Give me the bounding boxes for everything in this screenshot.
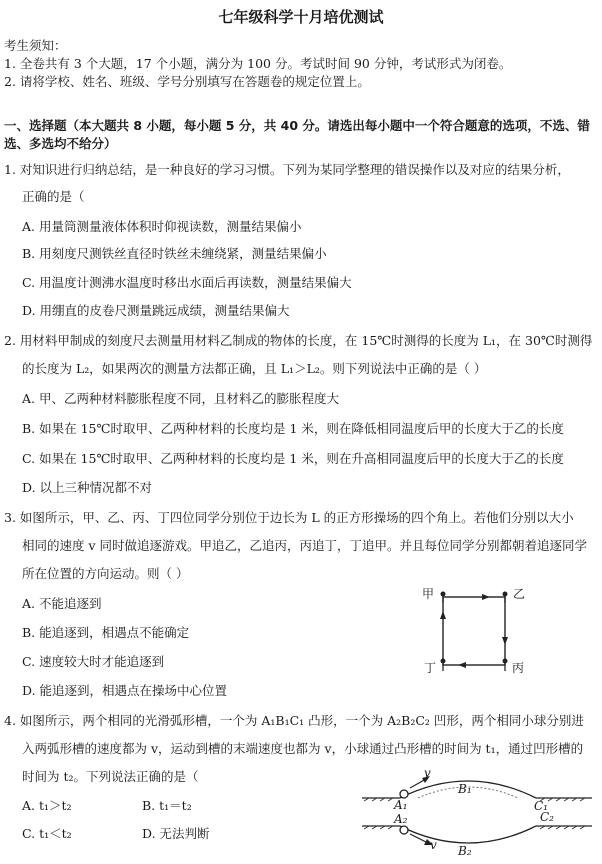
arrow-right [502, 637, 508, 645]
q4-stem-line3: 时间为 t₂。下列说法正确的是（ [22, 769, 199, 784]
q1-stem-line2: 正确的是（ [22, 189, 85, 204]
section1-heading-line1: 一、选择题（本大题共 8 小题，每小题 5 分，共 40 分。请选出每小题中一个符合题意的选项，不选、错 [4, 118, 590, 133]
q3-stem-line3: 所在位置的方向运动。则（ ） [22, 566, 189, 581]
q1-option-a: A. 用量筒测量液体体积时仰视读数，测量结果偏小 [22, 219, 302, 234]
arrow-left [440, 611, 446, 619]
q4-arc-figure [358, 768, 596, 860]
label-bing: 丙 [512, 661, 525, 675]
q1-option-c: C. 用温度计测沸水温度时移出水面后再读数，测量结果偏大 [22, 275, 352, 290]
q2-stem-line2: 的长度为 L₂，如果两次的测量方法都正确，且 L₁＞L₂。则下列说法中正确的是（ ） [22, 361, 487, 376]
ball-upper-icon [400, 790, 408, 798]
label-v-lower: v [430, 838, 437, 852]
q3-option-d: D. 能追逐到，相遇点在操场中心位置 [22, 683, 228, 698]
ball-lower-icon [400, 826, 408, 834]
arrow-bottom [458, 662, 466, 668]
q4-option-c: C. t₁＜t₂ [22, 826, 72, 841]
q4-stem-line2: 入两弧形槽的速度都为 v，运动到槽的末端速度也都为 v，小球通过凸形槽的时间为 t₁，通过凹形槽的 [22, 741, 584, 756]
q3-stem-line1: 3. 如图所示，甲、乙、丙、丁四位同学分别位于边长为 L 的正方形操场的四个角上。若他们分别以大小 [4, 510, 574, 525]
q3-option-c: C. 速度较大时才能追逐到 [22, 654, 165, 669]
q1-option-d: D. 用绷直的皮卷尺测量跳远成绩，测量结果偏大 [22, 303, 290, 318]
label-c2: C₂ [540, 810, 554, 824]
q2-option-a: A. 甲、乙两种材料膨胀程度不同，且材料乙的膨胀程度大 [22, 391, 339, 406]
q1-option-b: B. 用刻度尺测铁丝直径时铁丝未缠绕紧，测量结果偏小 [22, 246, 327, 261]
label-b1: B₁ [458, 782, 472, 796]
q4-option-b: B. t₁＝t₂ [142, 798, 192, 813]
square-field [443, 597, 505, 665]
q3-option-a: A. 不能追逐到 [22, 596, 102, 611]
q3-stem-line2: 相同的速度 v 同时做追逐游戏。甲追乙，乙追丙，丙追丁，丁追甲。并且每位同学分别都朝着追逐同学 [22, 538, 588, 553]
notice-item-2: 2. 请将学校、姓名、班级、学号分别填写在答题卷的规定位置上。 [4, 74, 370, 89]
label-yi: 乙 [513, 587, 526, 601]
q2-option-c: C. 如果在 15℃时取甲、乙两种材料的长度均是 1 米，则在升高相同温度后甲的长度大于乙的长度 [22, 451, 564, 466]
q1-stem-line1: 1. 对知识进行归纳总结，是一种良好的学习习惯。下列为某同学整理的错误操作以及对应的结果分析， [4, 162, 570, 177]
label-c1: C₁ [534, 799, 548, 813]
q4-option-d: D. 无法判断 [142, 826, 210, 841]
label-a2: A₂ [394, 812, 408, 826]
label-ding: 丁 [424, 661, 437, 675]
exam-title: 七年级科学十月培优测试 [218, 8, 384, 26]
notice-heading: 考生须知： [4, 38, 67, 53]
label-v-upper: v [424, 766, 431, 780]
notice-item-1: 1. 全卷共有 3 个大题，17 个小题，满分为 100 分。考试时间 90 分钟，考试形式为闭卷。 [4, 56, 512, 71]
label-a1: A₁ [394, 798, 408, 812]
q4-option-a: A. t₁＞t₂ [22, 798, 72, 813]
concave-track [362, 826, 592, 843]
section1-heading-line2: 选、多选均不给分） [4, 136, 117, 151]
q3-square-figure [410, 583, 540, 683]
q4-stem-line1: 4. 如图所示，两个相同的光滑弧形槽，一个为 A₁B₁C₁ 凸形，一个为 A₂B₂C₂ 凹形，两个相同小球分别进 [4, 713, 584, 728]
label-b2: B₂ [458, 844, 472, 858]
q3-option-b: B. 能追逐到，相遇点不能确定 [22, 625, 190, 640]
arrow-top [482, 594, 490, 600]
q2-stem-line1: 2. 用材料甲制成的刻度尺去测量用材料乙制成的物体的长度，在 15℃时测得的长度为 L₁，在 30℃时测得 [4, 333, 593, 348]
label-jia: 甲 [422, 587, 435, 601]
q2-option-d: D. 以上三种情况都不对 [22, 480, 153, 495]
q2-option-b: B. 如果在 15℃时取甲、乙两种材料的长度均是 1 米，则在降低相同温度后甲的长度大于乙的长度 [22, 421, 564, 436]
